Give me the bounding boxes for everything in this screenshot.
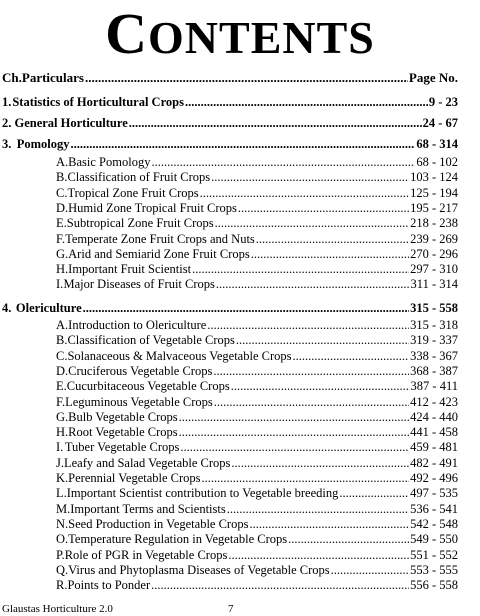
section-title: Bulb Vegetable Crops [68, 409, 178, 424]
section-title: Important Scientist contribution to Vegetable breeding [66, 486, 339, 501]
section-letter: L. [56, 486, 67, 501]
page-column-header: Page No. [408, 70, 458, 85]
leader-dots [207, 318, 409, 333]
section-title: Major Diseases of Fruit Crops [63, 277, 215, 292]
leader-dots [293, 349, 410, 364]
chapter-number: 3. [2, 137, 12, 151]
section-pages: 412 - 423 [410, 394, 458, 409]
section-letter: O. [56, 532, 69, 547]
section-title: Cucurbitaceous Vegetable Crops [66, 379, 230, 394]
section-row[interactable] [56, 517, 458, 532]
leader-dots [214, 395, 409, 410]
section-row[interactable] [56, 318, 458, 333]
section-title: Basic Pomology [68, 155, 151, 169]
section-pages: 125 - 194 [410, 185, 458, 200]
section-title: Humid Zone Tropical Fruit Crops [68, 200, 237, 215]
page-footer [2, 603, 234, 616]
section-row[interactable] [56, 532, 458, 547]
leader-dots [213, 364, 409, 379]
leader-dots [231, 456, 409, 471]
section-letter: D. [56, 200, 69, 215]
section-letter: D. [56, 363, 69, 378]
section-letter: K. [56, 471, 69, 485]
leader-dots [215, 216, 409, 231]
section-pages: 338 - 367 [410, 348, 458, 363]
section-title: Tropical Zone Fruit Crops [67, 185, 199, 200]
section-row[interactable] [56, 333, 458, 348]
section-row[interactable] [56, 548, 458, 563]
chapter-row[interactable] [2, 116, 458, 131]
section-title: Points to Ponder [67, 578, 151, 593]
section-title: Virus and Phytoplasma Diseases of Vegetable Crops [68, 562, 330, 577]
section-pages: 553 - 555 [410, 562, 458, 577]
leader-dots [231, 379, 410, 394]
section-row[interactable] [56, 349, 458, 364]
leader-dots [202, 471, 410, 486]
leader-dots [238, 201, 409, 216]
section-row[interactable] [56, 216, 458, 231]
leader-dots [236, 333, 409, 348]
leader-dots [179, 425, 409, 440]
chapter-row[interactable] [2, 301, 458, 316]
section-pages: 103 - 124 [410, 170, 458, 185]
chapter-pages: 68 - 314 [416, 137, 458, 151]
section-row[interactable] [56, 277, 458, 292]
leader-dots [179, 410, 409, 425]
section-title: Subtropical Zone Fruit Crops [66, 216, 214, 231]
title-rest: ONTENTS [148, 12, 375, 63]
section-title: Solanaceous & Malvaceous Vegetable Crops [67, 348, 292, 363]
leader-dots [228, 548, 409, 563]
section-row[interactable] [56, 456, 458, 471]
chapter-number: 2. [2, 116, 12, 130]
section-pages: 68 - 102 [416, 155, 458, 169]
leader-dots [288, 532, 409, 547]
section-title: Leguminous Vegetable Crops [65, 394, 213, 409]
section-pages: 195 - 217 [410, 200, 458, 215]
section-pages: 297 - 310 [410, 262, 458, 277]
chapter-pages: 24 - 67 [422, 116, 458, 130]
section-row[interactable] [56, 425, 458, 440]
section-row[interactable] [56, 410, 458, 425]
section-letter: P. [56, 547, 65, 562]
section-row[interactable] [56, 247, 458, 262]
leader-dots [200, 186, 409, 201]
section-letter: I. [56, 277, 64, 292]
section-letter: H. [56, 262, 69, 277]
section-letter: B. [56, 170, 68, 185]
section-pages: 319 - 337 [410, 333, 458, 348]
particulars-column-header: Particulars [21, 70, 84, 85]
section-pages: 542 - 548 [410, 516, 458, 531]
section-pages: 387 - 411 [410, 379, 458, 394]
leader-dots [251, 247, 409, 262]
section-title: Important Fruit Scientist [68, 262, 192, 277]
leader-dots [70, 137, 415, 152]
section-title: Important Terms and Scientists [70, 501, 226, 516]
section-row[interactable] [56, 440, 458, 455]
leader-dots [83, 301, 409, 316]
section-title: Perennial Vegetable Crops [68, 471, 201, 485]
section-row[interactable] [56, 364, 458, 379]
section-letter: C. [56, 348, 68, 363]
section-row[interactable] [56, 232, 458, 247]
section-row[interactable] [56, 502, 458, 517]
chapter-number: 4. [2, 301, 12, 315]
section-letter: E. [56, 379, 67, 394]
section-pages: 549 - 550 [410, 532, 458, 547]
section-title: Temperature Regulation in Vegetable Crops [68, 532, 288, 547]
leader-dots [85, 70, 408, 85]
leader-dots [129, 116, 422, 131]
section-pages: 368 - 387 [410, 363, 458, 378]
section-row[interactable] [56, 262, 458, 277]
leader-dots [151, 578, 409, 593]
section-letter: G. [56, 246, 69, 261]
chapter-title: General Horticulture [14, 116, 128, 130]
section-row[interactable] [56, 578, 458, 593]
section-title: Classification of Vegetable Crops [67, 333, 235, 348]
chapter-title: Statistics of Horticultural Crops [12, 95, 184, 109]
book-title: Glaustas Horticulture 2.0 [2, 603, 113, 615]
section-letter: G. [56, 409, 69, 424]
leader-dots [216, 277, 410, 292]
section-pages: 482 - 491 [410, 455, 458, 470]
section-row[interactable] [56, 155, 458, 170]
chapter-row[interactable] [2, 95, 458, 110]
section-row[interactable] [56, 170, 458, 185]
chapter-title: Olericulture [15, 301, 82, 315]
section-title: Tuber Vegetable Crops [64, 440, 180, 455]
chapter-title: Pomology [16, 137, 70, 151]
toc-header-row [2, 70, 458, 85]
section-title: Arid and Semiarid Zone Fruit Crops [68, 246, 250, 261]
chapter-pages: 9 - 23 [428, 95, 458, 109]
section-row[interactable] [56, 563, 458, 578]
section-letter: M. [56, 501, 71, 516]
section-title: Role of PGR in Vegetable Crops [64, 547, 228, 562]
section-letter: A. [56, 318, 69, 332]
leader-dots [249, 517, 409, 532]
section-pages: 536 - 541 [410, 501, 458, 516]
section-title: Introduction to Olericulture [68, 318, 207, 332]
section-pages: 311 - 314 [410, 277, 458, 292]
section-row[interactable] [56, 201, 458, 216]
section-pages: 551 - 552 [410, 547, 458, 562]
section-letter: E. [56, 216, 67, 231]
section-pages: 556 - 558 [410, 578, 458, 593]
chapter-row[interactable] [2, 137, 458, 152]
section-title: Cruciferous Vegetable Crops [68, 363, 213, 378]
section-pages: 459 - 481 [410, 440, 458, 455]
leader-dots [192, 262, 409, 277]
section-title: Seed Production in Vegetable Crops [68, 516, 249, 531]
chapter-pages: 315 - 558 [410, 301, 458, 315]
section-letter: H. [56, 425, 69, 440]
leader-dots [151, 155, 415, 170]
section-pages: 497 - 535 [410, 486, 458, 501]
section-title: Temperate Zone Fruit Crops and Nuts [65, 231, 255, 246]
section-row[interactable] [56, 471, 458, 486]
page-title [0, 1, 480, 68]
section-pages: 270 - 296 [410, 246, 458, 261]
section-pages: 441 - 458 [410, 425, 458, 440]
section-letter: F. [56, 231, 66, 246]
section-pages: 315 - 318 [410, 318, 458, 332]
leader-dots [331, 563, 409, 578]
section-title: Leafy and Salad Vegetable Crops [64, 455, 231, 470]
chapter-number: 1. [2, 95, 12, 109]
section-letter: C. [56, 185, 68, 200]
leader-dots [256, 232, 409, 247]
section-letter: A. [56, 155, 69, 169]
section-pages: 218 - 238 [410, 216, 458, 231]
leader-dots [227, 502, 409, 517]
leader-dots [185, 95, 428, 110]
section-letter: F. [56, 394, 66, 409]
section-pages: 424 - 440 [410, 409, 458, 424]
section-letter: B. [56, 333, 68, 348]
section-title: Root Vegetable Crops [68, 425, 178, 440]
section-letter: J. [56, 455, 64, 470]
leader-dots [211, 170, 409, 185]
section-row[interactable] [56, 379, 458, 394]
section-pages: 492 - 496 [410, 471, 458, 485]
ch-column-header: Ch. [2, 70, 22, 85]
section-row[interactable] [56, 486, 458, 501]
section-letter: N. [56, 516, 69, 531]
section-row[interactable] [56, 186, 458, 201]
title-initial: C [105, 1, 149, 66]
section-letter: I. [56, 440, 64, 455]
section-pages: 239 - 269 [410, 231, 458, 246]
section-title: Classification of Fruit Crops [67, 170, 211, 185]
leader-dots [339, 486, 409, 501]
page-number: 7 [228, 603, 234, 615]
section-row[interactable] [56, 395, 458, 410]
section-letter: Q. [56, 562, 69, 577]
section-letter: R. [56, 578, 68, 593]
leader-dots [180, 440, 409, 455]
